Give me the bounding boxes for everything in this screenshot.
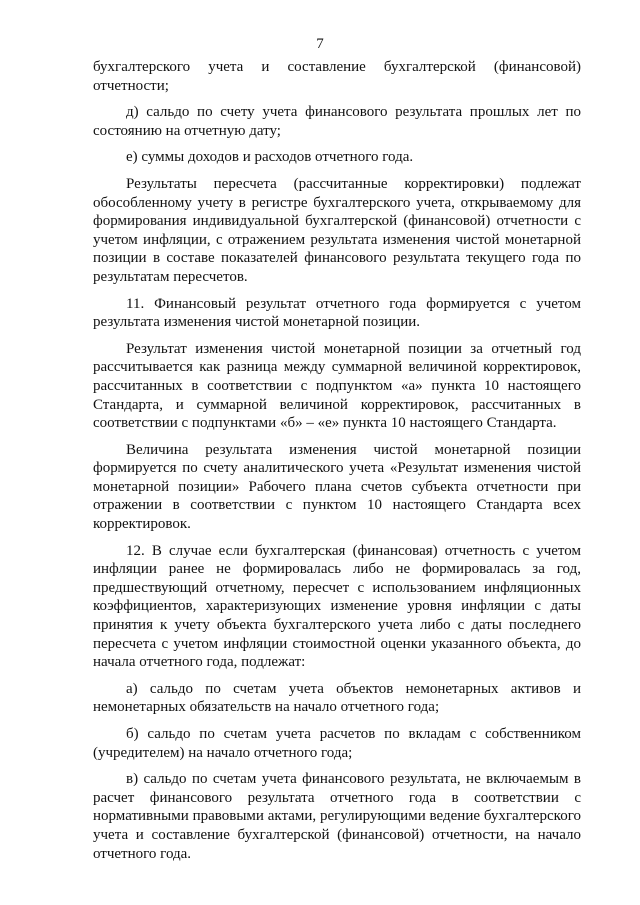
paragraph-item-v: в) сальдо по счетам учета финансового результата, не включаемым в расчет финансового результата отчетного года в соответствии с нормативными правовыми актами, регулирующими ведение бухгалтерского учета и составление бухгалтерской (финансовой) отчетности, на начало отчетного года. (93, 771, 581, 862)
paragraph-item-e: е) суммы доходов и расходов отчетного года. (126, 149, 414, 166)
paragraph-continuation: бухгалтерского учета и составление бухгалтерской (финансовой) отчетности; (93, 59, 581, 94)
document-body (93, 58, 581, 871)
paragraph-recalculation-results: Результаты пересчета (рассчитанные корректировки) подлежат обособленному учету в регистре бухгалтерского учета, открываемому для формирования индивидуальной бухгалтерской (финансовой) отчетности с учетом инфляции, с отражением результата изменения чистой монетарной позиции в составе показателей финансового результата текущего года по результатам пересчетов. (93, 175, 581, 285)
paragraph-item-a: а) сальдо по счетам учета объектов немонетарных активов и немонетарных обязательств на начало отчетного года; (93, 680, 581, 716)
paragraph-clause-12: 12. В случае если бухгалтерская (финансовая) отчетность с учетом инфляции ранее не формировалась либо не формировалась за год, предшествующий отчетному, пересчет с использованием инфляционных коэффициентов, характеризующих изменение уровня инфляции с даты принятия к учету объекта бухгалтерского учета либо с даты последнего пересчета с учетом инфляции стоимостной оценки указанного объекта, до начала отчетного года, подлежат: (93, 542, 581, 671)
paragraph-item-b: б) сальдо по счетам учета расчетов по вкладам с собственником (учредителем) на начало отчетного года; (93, 726, 581, 761)
page-number: 7 (316, 36, 324, 52)
paragraph-item-d: д) сальдо по счету учета финансового результата прошлых лет по состоянию на отчетную дату; (93, 104, 581, 139)
paragraph-monetary-position-account: Величина результата изменения чистой монетарной позиции формируется по счету аналитического учета «Результат изменения чистой монетарной позиции» Рабочего плана счетов субъекта отчетности при отражении в соответствии с пунктом 10 настоящего Стандарта всех корректировок. (93, 441, 581, 533)
paragraph-clause-11: 11. Финансовый результат отчетного года формируется с учетом результата изменения чистой монетарной позиции. (93, 295, 581, 331)
paragraph-monetary-position-calculation: Результат изменения чистой монетарной позиции за отчетный год рассчитывается как разница между суммарной величиной корректировок, рассчитанных в соответствии с подпунктом «а» пункта 10 настоящего Стандарта, и суммарной величиной корректировок, рассчитанных в соответствии с подпунктами «б» – «е» пункта 10 настоящего Стандарта. (93, 340, 581, 432)
